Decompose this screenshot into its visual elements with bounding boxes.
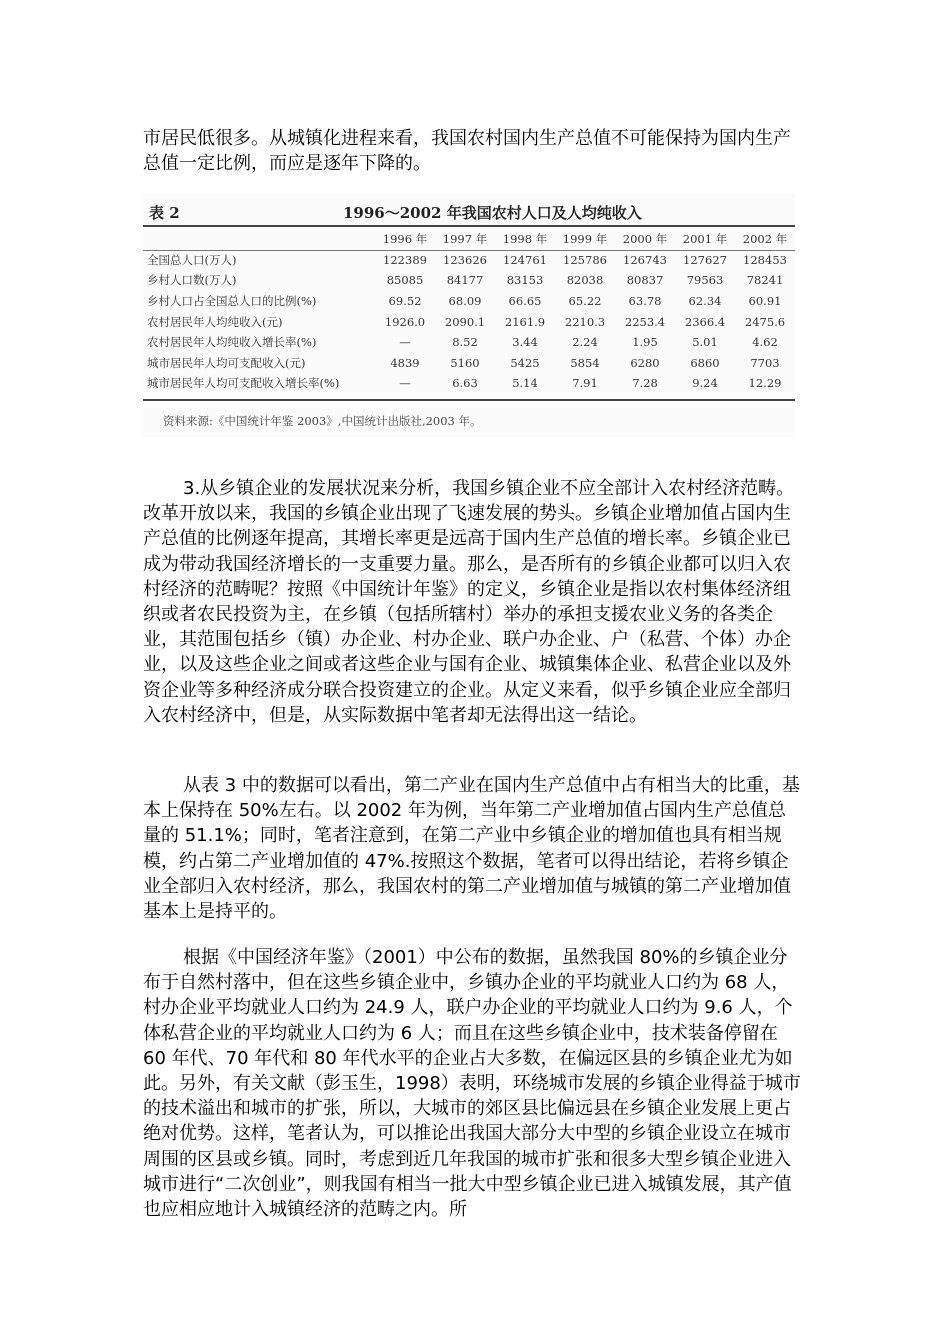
table-cell: 2.24 <box>572 335 598 350</box>
row-label: 乡村人口数(万人) <box>147 273 237 288</box>
table-cell: 7.91 <box>572 376 598 391</box>
table-cell: — <box>399 376 411 391</box>
year-header: 1997 年 <box>442 232 488 247</box>
year-header: 1998 年 <box>502 232 548 247</box>
row-label: 城市居民年人均可支配收入(元) <box>147 355 306 370</box>
year-header: 1996 年 <box>382 232 428 247</box>
table-cell: 65.22 <box>568 294 602 309</box>
year-header: 2000 年 <box>622 232 668 247</box>
table-bottom-rule <box>143 399 795 401</box>
table-cell: 123626 <box>443 252 487 267</box>
table-cell: 68.09 <box>448 294 482 309</box>
table-cell: 5.14 <box>512 376 538 391</box>
table-cell: 80837 <box>626 273 664 288</box>
row-label: 城市居民年人均可支配收入增长率(%) <box>147 376 340 391</box>
table-cell: 6280 <box>630 355 660 370</box>
data-table-2 <box>143 193 795 437</box>
paragraph-secondary-industry: 从表 3 中的数据可以看出，第二产业在国内生产总值中占有相当大的比重，基本上保持在 50%左右。以 2002 年为例，当年第二产业增加值占国内生产总值总量的 51.1%；同时，笔者注意到，在第二产业中乡镇企业的增加值也具有相当规模，约占第二产业增加值的 47%.按照这个数据，笔者可以得出结论，若将乡镇企业全部归入农村经济，那么，我国农村的第二产业增加值与城镇的第二产业增加值基本上是持平的。 <box>143 775 800 923</box>
row-label: 乡村人口占全国总人口的比例(%) <box>147 294 317 309</box>
row-label: 农村居民年人均纯收入(元) <box>147 314 283 329</box>
table-label: 表 2 <box>149 204 180 222</box>
table-row <box>143 291 795 312</box>
table-cell: 4.62 <box>752 335 778 350</box>
table-row <box>143 373 795 394</box>
table-cell: 2090.1 <box>444 314 486 329</box>
table-cell: 7.28 <box>632 376 658 391</box>
table-cell: — <box>399 335 411 350</box>
table-cell: 125786 <box>563 252 607 267</box>
table-cell: 7703 <box>750 355 780 370</box>
year-header: 2001 年 <box>682 232 728 247</box>
row-label: 全国总人口(万人) <box>147 252 237 267</box>
table-row <box>143 250 795 271</box>
table-cell: 2161.9 <box>504 314 546 329</box>
table-row <box>143 270 795 291</box>
table-cell: 60.91 <box>748 294 782 309</box>
table-row <box>143 311 795 332</box>
table-corner-cell <box>143 229 375 250</box>
table-cell: 12.29 <box>748 376 782 391</box>
table-cell: 1926.0 <box>384 314 426 329</box>
table-cell: 127627 <box>683 252 727 267</box>
paragraph-township-enterprises: 3.从乡镇企业的发展状况来分析，我国乡镇企业不应全部计入农村经济范畴。改革开放以来，我国的乡镇企业出现了飞速发展的势头。乡镇企业增加值占国内生产总值的比例逐年提高，其增长率更是远高于国内生产总值的增长率。乡镇企业已成为带动我国经济增长的一支重要力量。那么，是否所有的乡镇企业都可以归入农村经济的范畴呢？按照《中国统计年鉴》的定义，乡镇企业是指以农村集体经济组织或者农民投资为主，在乡镇（包括所辖村）举办的承担支援农业义务的各类企业，其范围包括乡（镇）办企业、村办企业、联户办企业、户（私营、个体）办企业，以及这些企业之间或者这些企业与国有企业、城镇集体企业、私营企业以及外资企业等多种经济成分联合投资建立的企业。从定义来看，似乎乡镇企业应全部归入农村经济中，但是，从实际数据中笔者却无法得出这一结论。 <box>143 478 795 726</box>
table-cell: 5160 <box>450 355 480 370</box>
table-cell: 6860 <box>690 355 720 370</box>
table-cell: 5425 <box>510 355 540 370</box>
paragraph-intro: 市居民低很多。从城镇化进程来看，我国农村国内生产总值不可能保持为国内生产总值一定比例，而应是逐年下降的。 <box>143 128 791 175</box>
table-cell: 2210.3 <box>564 314 606 329</box>
table-cell: 4839 <box>390 355 420 370</box>
table-cell: 128453 <box>743 252 787 267</box>
table-header-rule <box>143 250 795 251</box>
table-cell: 8.52 <box>452 335 478 350</box>
year-header: 1999 年 <box>562 232 608 247</box>
row-label: 农村居民年人均纯收入增长率(%) <box>147 335 317 350</box>
year-header: 2002 年 <box>742 232 788 247</box>
table-cell: 83153 <box>506 273 544 288</box>
table-cell: 6.63 <box>452 376 478 391</box>
table-cell: 9.24 <box>692 376 718 391</box>
table-source-note: 资料来源:《中国统计年鉴 2003》,中国统计出版社,2003 年。 <box>163 414 482 428</box>
table-cell: 5854 <box>570 355 600 370</box>
table-cell: 2475.6 <box>744 314 786 329</box>
table-cell: 63.78 <box>628 294 662 309</box>
table-cell: 78241 <box>746 273 784 288</box>
table-cell: 3.44 <box>512 335 538 350</box>
table-cell: 1.95 <box>632 335 658 350</box>
paragraph-economic-yearbook: 根据《中国经济年鉴》（2001）中公布的数据，虽然我国 80%的乡镇企业分布于自然村落中，但在这些乡镇企业中，乡镇办企业的平均就业人口约为 68 人，村办企业平均就业人口约为 24.9 人，联户办企业的平均就业人口约为 9.6 人，个体私营企业的平均就业人口约为 6 人；而且在这些乡镇企业中，技术装备停留在 60 年代、70 年代和 80 年代水平的企业占大多数，在偏远区县的乡镇企业尤为如此。另外，有关文献（彭玉生，1998）表明，环绕城市发展的乡镇企业得益于城市的技术溢出和城市的扩张，所以，大城市的郊区县比偏远县在乡镇企业发展上更占绝对优势。这样，笔者认为，可以推论出我国大部分大中型的乡镇企业设立在城市周围的区县或乡镇。同时，考虑到近几年我国的城市扩张和很多大型乡镇企业进入城市进行“二次创业”，则我国有相当一批大中型乡镇企业已进入城镇发展，其产值也应相应地计入城镇经济的范畴之内。所 <box>143 947 801 1221</box>
table-cell: 85085 <box>386 273 424 288</box>
table-header-row <box>143 229 795 250</box>
table-body <box>143 229 795 394</box>
table-top-rule <box>143 225 795 227</box>
table-cell: 2253.4 <box>624 314 666 329</box>
table-cell: 84177 <box>446 273 484 288</box>
table-title: 1996～2002 年我国农村人口及人均纯收入 <box>343 204 642 222</box>
table-row <box>143 332 795 353</box>
table-cell: 62.34 <box>688 294 722 309</box>
table-cell: 5.01 <box>692 335 718 350</box>
table-cell: 79563 <box>686 273 724 288</box>
table-cell: 66.65 <box>508 294 542 309</box>
table-cell: 2366.4 <box>684 314 726 329</box>
table-cell: 82038 <box>566 273 604 288</box>
table-cell: 126743 <box>623 252 667 267</box>
table-header <box>143 193 795 227</box>
table-cell: 69.52 <box>388 294 422 309</box>
table-row <box>143 353 795 374</box>
table-cell: 122389 <box>383 252 427 267</box>
table-cell: 124761 <box>503 252 547 267</box>
